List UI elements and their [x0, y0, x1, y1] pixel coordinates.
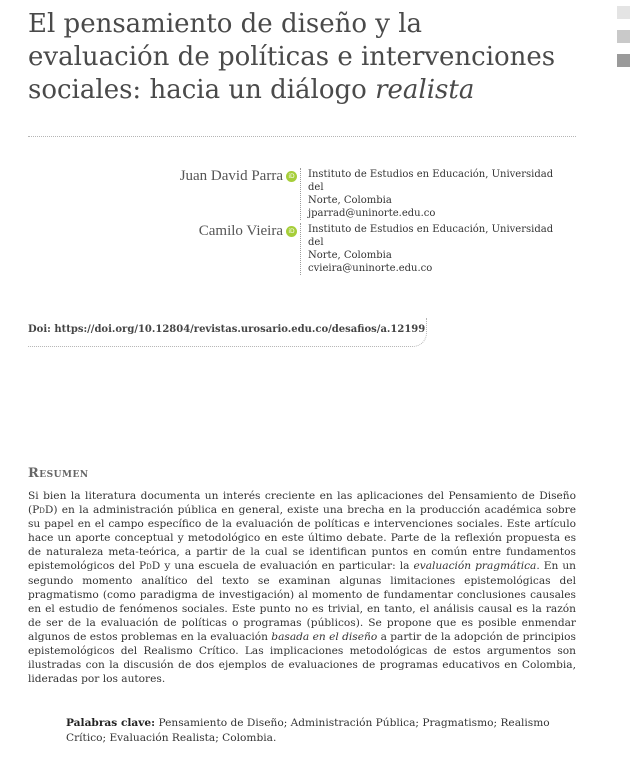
affiliation-line-2: Norte, Colombia — [308, 195, 392, 206]
abstract-segment: . En un segundo momento analítico del texto se examinan algunas limitaciones epistemológicas del pragmatismo (como paradigma de investigación) al momento de fundamentar conclusiones causales en el estudio de fenómenos sociales. Este punto no es trivial, en tanto, el análisis causal es la razón de ser de la evaluación de políticas o programas (públicos). Se propone que es posible enmendar algunos de estos problemas en la evaluación — [28, 560, 577, 643]
abbreviation: PdD — [32, 504, 54, 517]
author-email[interactable]: jparrad@uninorte.edu.co — [308, 208, 436, 219]
title-line-3: sociales: hacia un diálogo — [28, 75, 376, 105]
abstract-segment: ) en la administración pública en general, existe una brecha en la producción académica sobre su papel en el campo específico de la evaluación de políticas e intervenciones sociales. Este artículo hace un aporte conceptual y metodológico en este último debate. Parte de la reflexión propuesta es de naturaleza meta-teórica, a partir de la cual se identifican puntos en común entre fundamentos epistemológicos del — [28, 504, 576, 573]
orcid-icon[interactable]: iD — [286, 171, 297, 182]
author-affiliation — [300, 223, 563, 275]
affiliation-line-2: Norte, Colombia — [308, 250, 392, 261]
abstract-emphasis: basada en el diseño — [271, 630, 378, 643]
corner-square-light — [617, 6, 630, 19]
author-affiliation — [300, 168, 563, 220]
orcid-icon[interactable]: iD — [286, 226, 297, 237]
affiliation-line-1: Instituto de Estudios en Educación, Universidad del — [308, 224, 554, 248]
keywords — [66, 716, 581, 745]
corner-square-medium — [617, 30, 630, 43]
corner-square-dark — [617, 54, 630, 67]
title-line-2: evaluación de políticas e intervenciones — [28, 42, 556, 72]
corner-decoration — [617, 6, 633, 78]
abstract-segment: Si bien la literatura documenta un interés creciente en las aplicaciones del Pensamiento de Diseño ( — [28, 490, 576, 517]
abstract-text — [28, 489, 576, 686]
abstract-heading: Resumen — [28, 466, 89, 481]
author-name: Camilo Vieira — [198, 223, 283, 239]
title-divider — [28, 136, 576, 137]
doi-box — [28, 318, 427, 347]
abstract-segment: y una escuela de evaluación en particular: la — [160, 560, 414, 573]
abstract-emphasis: evaluación pragmática — [413, 560, 537, 573]
abstract-segment: a partir de la adopción de principios epistemológicos del Realismo Crítico. Las implicaciones metodológicas de estos argumentos son ilustradas con la discusión de dos ejemplos de evaluaciones de programas educativos en Colombia, lideradas por los autores. — [28, 630, 576, 686]
title-line-1: El pensamiento de diseño y la — [28, 9, 423, 39]
title-italic-word: realista — [375, 75, 475, 105]
affiliation-line-1: Instituto de Estudios en Educación, Universidad del — [308, 169, 554, 193]
article-title — [28, 8, 588, 107]
author-name: Juan David Parra — [179, 168, 283, 184]
author-email[interactable]: cvieira@uninorte.edu.co — [308, 263, 433, 274]
keywords-list: Pensamiento de Diseño; Administración Pública; Pragmatismo; Realismo Crítico; Evaluación Realista; Colombia. — [66, 717, 550, 744]
doi-link[interactable]: Doi: https://doi.org/10.12804/revistas.urosario.edu.co/desafios/a.12199 — [28, 324, 426, 335]
keywords-label: Palabras clave: — [66, 717, 156, 729]
abbreviation: PdD — [139, 560, 161, 573]
